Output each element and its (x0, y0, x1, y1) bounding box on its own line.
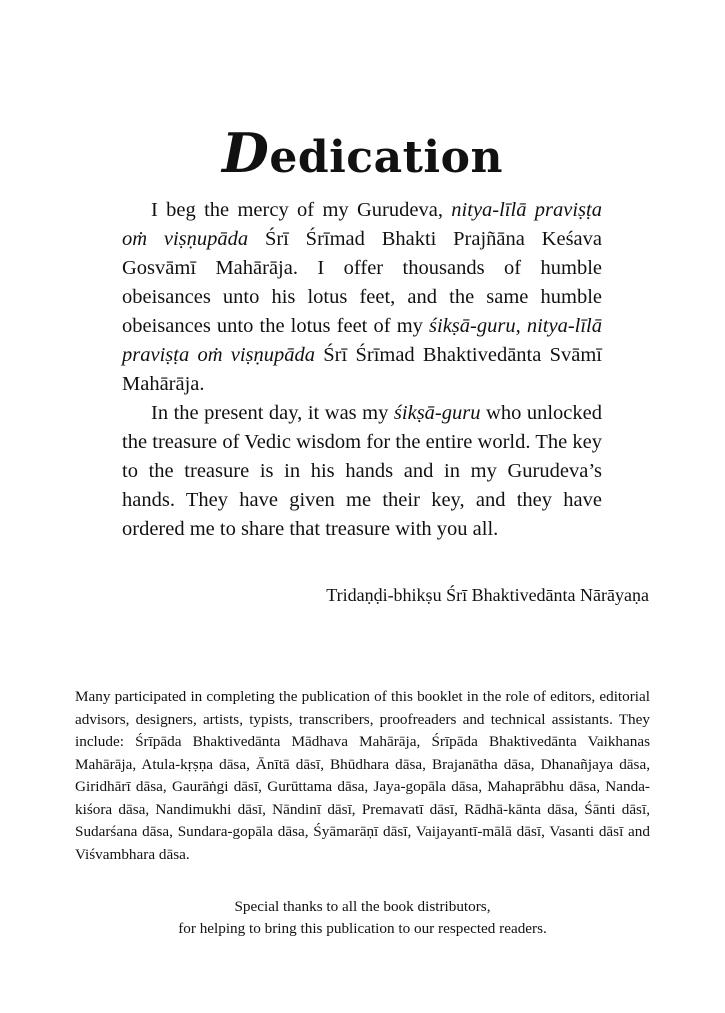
text-run: who unlocked the treasure of Vedic wisdom for the entire world. The key to the treasure is in his hands and in my Gurudeva’s hands. They have given me their key, and they have ordered me to share that treasure with you all. (122, 402, 602, 540)
text-run: Śrī Śrīmad Bhaktivedānta Svāmī Mahārāja. (122, 344, 602, 395)
credits-section (75, 686, 650, 866)
dedication-text (122, 196, 602, 544)
italic-term: śikṣā-guru (393, 402, 481, 424)
text-run: In the present day, it was my (151, 402, 394, 424)
dedication-paragraph-1 (122, 196, 602, 399)
italic-title: nitya-līlā praviṣṭa oṁ viṣṇupāda (122, 199, 602, 250)
italic-title: nitya-līlā praviṣṭa oṁ viṣṇupāda (122, 315, 602, 366)
dedication-paragraph-2 (122, 399, 602, 544)
thanks-section (0, 896, 725, 940)
text-run: Śrī Śrīmad Bhakti Prajñāna Keśava Gosvāmī Mahārāja. I offer thousands of humble obeisances unto his lotus feet, and the same humble obeisances unto the lotus feet of my (122, 228, 603, 337)
signature: Tridaṇḍi-bhikṣu Śrī Bhaktivedānta Nārāyaṇa (326, 585, 649, 605)
italic-term: śikṣā-guru (429, 315, 516, 337)
page-title (0, 121, 725, 185)
thanks-line-1: Special thanks to all the book distributors, (234, 898, 491, 915)
text-run: , (515, 315, 527, 337)
credits-paragraph: Many participated in completing the publication of this booklet in the role of editors, editorial advisors, designers, artists, typists, transcribers, proofreaders and technical assistants. They include: Śrīpāda Bhaktivedānta Mādhava Mahārāja, Śrīpāda Bhaktivedānta Vaikhanas Mahārāja, Atula-kṛṣṇa dāsa, Ānītā dāsī, Bhūdhara dāsa, Brajanātha dāsa, Dhanañjaya dāsa, Giridhārī dāsa, Gaurāṅgi dāsī, Gurūttama dāsa, Jaya-gopāla dāsa, Mahaprābhu dāsa, Nanda-kiśora dāsa, Nandimukhi dāsī, Nāndinī dāsī, Premavatī dāsī, Rādhā-kānta dāsa, Śānti dāsī, Sudarśana dāsa, Sundara-gopāla dāsa, Śyāmarāṇī dāsī, Vaijayantī-mālā dāsī, Vasanti dāsī and Viśvambhara dāsa. (75, 688, 650, 863)
title-initial: D (222, 121, 270, 186)
title-rest: edication (269, 132, 503, 184)
text-run: I beg the mercy of my Gurudeva, (151, 199, 452, 221)
thanks-line-2: for helping to bring this publication to our respected readers. (178, 920, 547, 937)
